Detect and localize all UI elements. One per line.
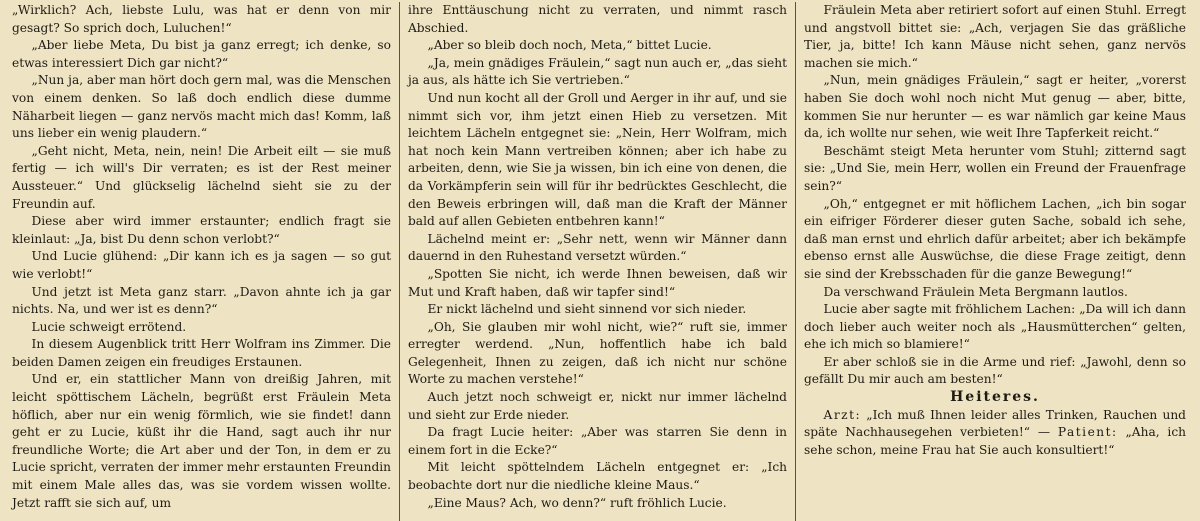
paragraph: ihre Enttäuschung nicht zu verraten, und nimmt rasch Abschied. xyxy=(408,3,787,35)
joke-paragraph xyxy=(804,407,1186,460)
joke-speaker: Patient: xyxy=(1057,425,1118,440)
paragraph: Lächelnd meint er: „Sehr nett, wenn wir Männer dann dauernd in den Ruhestand versetzt würden.“ xyxy=(408,231,787,264)
paragraph: Und er, ein stattlicher Mann von dreißig Jahren, mit leicht spöttischem Lächeln, begrüßt erst Fräulein Meta höflich, aber nur ein wenig förmlich, wie sie findet! dann geht er zu Lucie, küßt ihr die Hand, sagt auch ihr nur freundliche Worte; die Art aber und der Ton, in dem er zu Lucie spricht, verraten der immer mehr erstaunten Freundin mit einem Male alles das, was sie vordem wissen wollte. Jetzt rafft sie sich auf, um xyxy=(12,372,391,510)
paragraph: Und Lucie glühend: „Dir kann ich es ja sagen — so gut wie verlobt!“ xyxy=(12,249,391,281)
paragraph: Und jetzt ist Meta ganz starr. „Davon ahnte ich ja gar nichts. Na, und wer ist es denn?“ xyxy=(12,284,391,317)
paragraph: Diese aber wird immer erstaunter; endlich fragt sie kleinlaut: „Ja, bist Du denn schon verlobt?“ xyxy=(12,214,391,246)
paragraph: Fräulein Meta aber retiriert sofort auf einen Stuhl. Erregt und angstvoll bittet sie: „Ach, verjagen Sie das gräßliche Tier, ja, bitte! Ich kann Mäuse nicht sehen, ganz nervös machen sie mich.“ xyxy=(804,3,1186,70)
joke-text: „Ich muß Ihnen leider alles Trinken, Rauchen und späte Nachhausegehen verbieten!“ — xyxy=(804,407,1186,440)
joke-speaker: Arzt: xyxy=(823,407,862,422)
paragraph: Auch jetzt noch schweigt er, nickt nur immer lächelnd und sieht zur Erde nieder. xyxy=(408,390,787,422)
paragraph: „Oh,“ entgegnet er mit höflichem Lachen, „ich bin sogar ein eifriger Förderer dieser guten Sache, sobald ich sehe, daß man ernst und ehrlich dafür arbeitet; aber ich bekämpfe ebenso ernst alle Auswüchse, die diese Frage zeitigt, denn sie sind der Krebsschaden für die ganze Bewegung!“ xyxy=(804,196,1186,281)
joke-text: „Aha, ich sehe schon, meine Frau hat Sie auch konsultiert!“ xyxy=(804,425,1186,457)
paragraph: In diesem Augenblick tritt Herr Wolfram ins Zimmer. Die beiden Damen zeigen ein freudiges Erstaunen. xyxy=(12,337,391,369)
paragraph: „Aber so bleib doch noch, Meta,“ bittet Lucie. xyxy=(427,38,712,53)
paragraph: „Nun, mein gnädiges Fräulein,“ sagt er heiter, „vorerst haben Sie doch wohl noch nicht Mut genug — aber, bitte, kommen Sie nur herunter — es war nämlich gar keine Maus da, ich wollte nur sehen, wie weit Ihre Tapferkeit reicht.“ xyxy=(804,73,1186,141)
paragraph: „Ja, mein gnädiges Fräulein,“ sagt nun auch er, „das sieht ja aus, als hätte ich Sie vertrieben.“ xyxy=(408,55,787,88)
paragraph: „Aber liebe Meta, Du bist ja ganz erregt; ich denke, so etwas interessiert Dich gar nicht?“ xyxy=(12,38,391,70)
paragraph: Lucie aber sagte mit fröhlichem Lachen: „Da will ich dann doch lieber auch weiter noch als „Hausmütterchen“ gelten, ehe ich mich so blamiere!“ xyxy=(804,302,1186,352)
paragraph: „Spotten Sie nicht, ich werde Ihnen beweisen, daß wir Mut und Kraft haben, daß wir tapfer sind!“ xyxy=(408,266,787,299)
column-middle xyxy=(400,2,795,519)
paragraph: Er nickt lächelnd und sieht sinnend vor sich nieder. xyxy=(427,302,747,317)
paragraph: Da fragt Lucie heiter: „Aber was starren Sie denn in einem fort in die Ecke?“ xyxy=(408,425,787,457)
paragraph: Mit leicht spöttelndem Lächeln entgegnet er: „Ich beobachte dort nur die niedliche kleine Maus.“ xyxy=(408,460,787,493)
column-left xyxy=(4,2,399,519)
paragraph: Lucie schweigt errötend. xyxy=(31,319,187,334)
paragraph: Und nun kocht all der Groll und Aerger in ihr auf, und sie nimmt sich vor, ihm jetzt einen Hieb zu versetzen. Mit leichtem Lächeln entgegnet sie: „Nein, Herr Wolfram, mich hat noch kein Mann vertreiben können; aber ich habe zu arbeiten, denn, wie Sie ja wissen, bin ich eine von denen, die da Vorkämpferin sein will für ihr bedrücktes Geschlecht, die den Beweis erbringen will, daß man die Kraft der Männer bald auf allen Gebieten entbehren kann!“ xyxy=(408,90,787,229)
paragraph: „Oh, Sie glauben mir wohl nicht, wie?“ ruft sie, immer erregter werdend. „Nun, hoffentlich habe ich bald Gelegenheit, Ihnen zu zeigen, daß ich nicht nur schöne Worte zu machen verstehe!“ xyxy=(408,319,787,387)
column-right xyxy=(796,2,1194,519)
section-heading: Heiteres. xyxy=(950,389,1040,406)
paragraph: „Wirklich? Ach, liebste Lulu, was hat er denn von mir gesagt? So sprich doch, Luluchen!“ xyxy=(12,3,391,35)
paragraph: „Geht nicht, Meta, nein, nein! Die Arbeit eilt — sie muß fertig — ich will's Dir verraten; es ist der Rest meiner Aussteuer.“ Und glückselig lächelnd sieht sie zu der Freundin auf. xyxy=(12,143,391,211)
paragraph: Beschämt steigt Meta herunter vom Stuhl; zitternd sagt sie: „Und Sie, mein Herr, wollen ein Freund der Frauenfrage sein?“ xyxy=(804,143,1186,193)
paragraph: Da verschwand Fräulein Meta Bergmann lautlos. xyxy=(823,284,1128,299)
paragraph: „Eine Maus? Ach, wo denn?“ ruft fröhlich Lucie. xyxy=(427,495,727,510)
paragraph: „Nun ja, aber man hört doch gern mal, was die Menschen von einem denken. So laß doch endlich diese dumme Näharbeit liegen — ganz nervös macht mich das! Komm, laß uns lieber ein wenig plaudern.“ xyxy=(12,73,391,141)
paragraph: Er aber schloß sie in die Arme und rief: „Jawohl, denn so gefällt Du mir auch am besten!“ xyxy=(804,354,1186,387)
